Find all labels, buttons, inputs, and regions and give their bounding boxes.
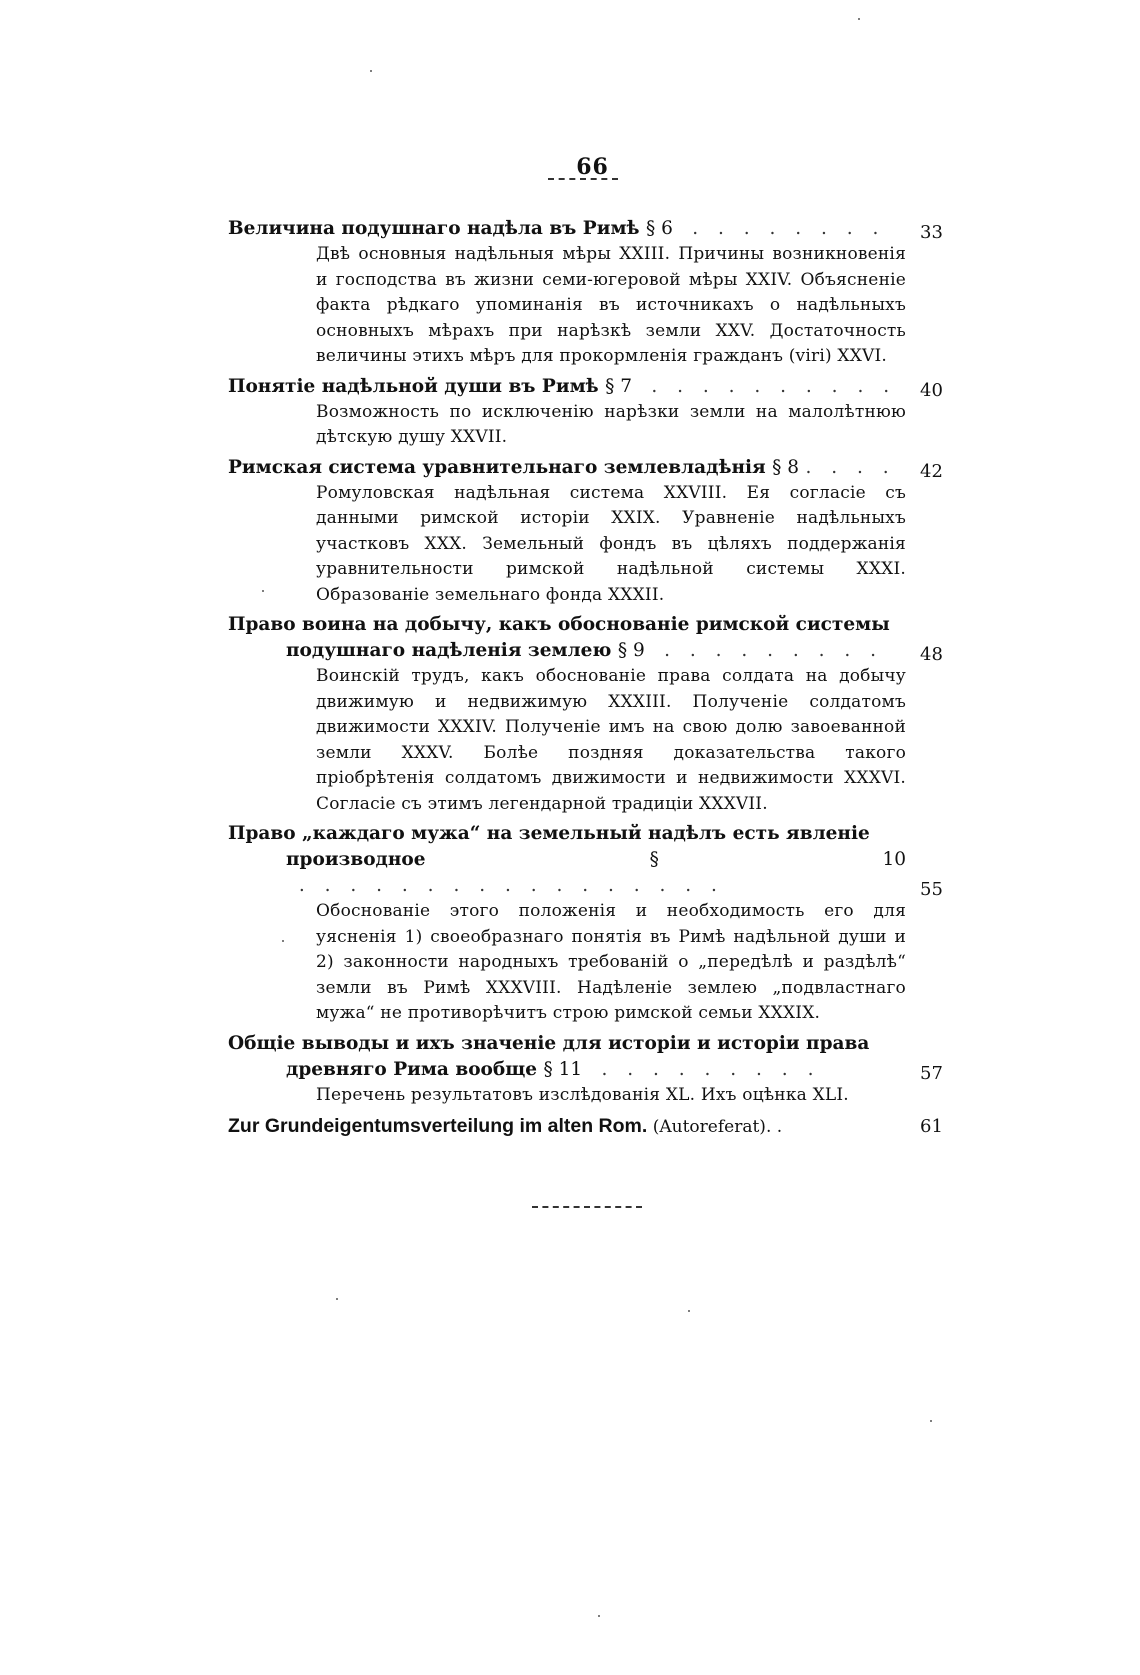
toc-entry-title: Понятіе надѣльной души въ Римѣ xyxy=(228,375,599,397)
toc-entry-page: 42 xyxy=(920,460,943,482)
toc-entry-description: Ромуловская надѣльная система XXVIII. Ея согласіе съ данными римской исторіи XXIX. Уравненіе надѣльныхъ участковъ XXX. Земельный фондъ въ цѣляхъ поддержанія уравнительности римской надѣльной системы XXXI. Образованіе земельнаго фонда XXXII. xyxy=(316,482,906,605)
scan-speck xyxy=(930,1420,932,1422)
toc-entry-title: Право воина на добычу, какъ обоснованіе римской системы xyxy=(228,614,890,635)
toc-entry-section: § 7 xyxy=(605,375,633,397)
scan-speck xyxy=(262,590,264,592)
toc-entry-page: 33 xyxy=(920,222,943,243)
toc-entry-title: Римская система уравнительнаго землевладѣнія xyxy=(228,456,766,478)
toc-entry-section: § 9 xyxy=(617,640,645,661)
toc-entry-heading[interactable] xyxy=(228,1031,964,1083)
toc-entry-heading[interactable] xyxy=(228,455,964,481)
toc-entry-description: Возможность по исключенію нарѣзки земли на малолѣтнюю дѣтскую душу XXVII. xyxy=(316,401,906,447)
toc-entry-title-continued: подушнаго надѣленія землею xyxy=(286,640,612,661)
toc-entry-page: 57 xyxy=(920,1062,943,1084)
scan-speck xyxy=(858,18,860,20)
toc-entry-page: 48 xyxy=(920,644,943,665)
scan-speck xyxy=(282,940,284,942)
dot-leader: . . . . xyxy=(805,456,896,478)
toc-entry-autoreferat[interactable] xyxy=(228,1112,964,1141)
toc-entry-title: Общіе выводы и ихъ значеніе для исторіи и исторіи права xyxy=(228,1032,870,1054)
toc-entry-heading[interactable] xyxy=(228,821,964,899)
scan-speck xyxy=(336,1298,338,1300)
toc-entry xyxy=(228,216,964,370)
dot-leader: . . . . . . . . . . xyxy=(638,375,897,397)
toc-entry-page: 61 xyxy=(920,1116,943,1137)
scan-speck xyxy=(688,1310,690,1312)
toc-entry-section: § 8 xyxy=(772,456,800,478)
table-of-contents xyxy=(228,216,964,1141)
toc-entry-note: (Autoreferat) xyxy=(652,1117,766,1137)
dot-leader: . . . . . . . . . xyxy=(588,1058,821,1080)
toc-entry-title: Право „каждаго мужа“ на земельный надѣлъ есть явленіе xyxy=(228,823,870,844)
toc-entry-description: Обоснованіе этого положенія и необходимость его для уясненія 1) своеобразнаго понятія въ Римѣ надѣльной души и 2) законности народныхъ требованій о „передѣлѣ и раздѣлѣ“ земли въ Римѣ XXXVIII. Надѣленіе землею „подвластнаго мужа“ не противорѣчитъ строю римской семьи XXXIX. xyxy=(316,901,906,1023)
scan-speck xyxy=(370,70,372,72)
dot-leader: . . . . . . . . xyxy=(679,218,886,239)
end-rule xyxy=(532,1206,642,1208)
toc-entry xyxy=(228,455,964,609)
toc-entry-heading[interactable] xyxy=(228,216,964,242)
scan-speck xyxy=(598,1615,600,1617)
toc-entry-heading[interactable] xyxy=(228,374,964,400)
toc-entry-page: 55 xyxy=(920,879,943,900)
dot-leader: . . xyxy=(765,1117,783,1137)
toc-entry-page: 40 xyxy=(920,379,943,401)
toc-entry-description: Двѣ основныя надѣльныя мѣры XXIII. Причины возникновенія и господства въ жизни семи-югеровой мѣры XXIV. Объясненіе факта рѣдкаго упоминанія въ источникахъ о надѣльныхъ основныхъ мѣрахъ при нарѣзкѣ земли XXV. Достаточность величины этихъ мѣръ для прокормленія гражданъ (viri) XXVI. xyxy=(316,244,906,366)
toc-entry-section: § 6 xyxy=(645,218,673,239)
toc-entry-description: Перечень результатовъ изслѣдованія XL. Ихъ оцѣнка XLI. xyxy=(316,1084,849,1105)
toc-entry-section: § 10 xyxy=(649,849,906,870)
dot-leader: . . . . . . . . . xyxy=(651,640,884,661)
toc-entry-description: Воинскій трудъ, какъ обоснованіе права солдата на добычу движимую и недвижимую XXXIII. Полученіе солдатомъ движимости XXXIV. Полученіе имъ на свою долю завоеванной земли XXXV. Болѣе поздняя доказательства такого пріобрѣтенія солдатомъ движимости и недвижимости XXXVI. Согласіе съ этимъ легендарной традиціи XXXVII. xyxy=(316,666,906,814)
toc-entry xyxy=(228,1031,964,1109)
page-number-rule xyxy=(548,178,618,180)
toc-entry xyxy=(228,821,964,1027)
toc-entry-title: Величина подушнаго надѣла въ Римѣ xyxy=(228,218,640,239)
toc-entry xyxy=(228,612,964,817)
toc-entry-title: Zur Grundeigentumsverteilung im alten Rom. xyxy=(228,1115,648,1137)
toc-entry-title-continued: древняго Рима вообще xyxy=(286,1058,538,1080)
toc-entry-section: § 11 xyxy=(543,1058,583,1080)
page-number: 66 xyxy=(576,154,609,180)
toc-entry-title-continued: производное xyxy=(286,849,426,870)
toc-entry-heading[interactable] xyxy=(228,612,964,664)
dot-leader: . . . . . . . . . . . . . . . . . xyxy=(286,875,724,896)
toc-entry xyxy=(228,374,964,451)
